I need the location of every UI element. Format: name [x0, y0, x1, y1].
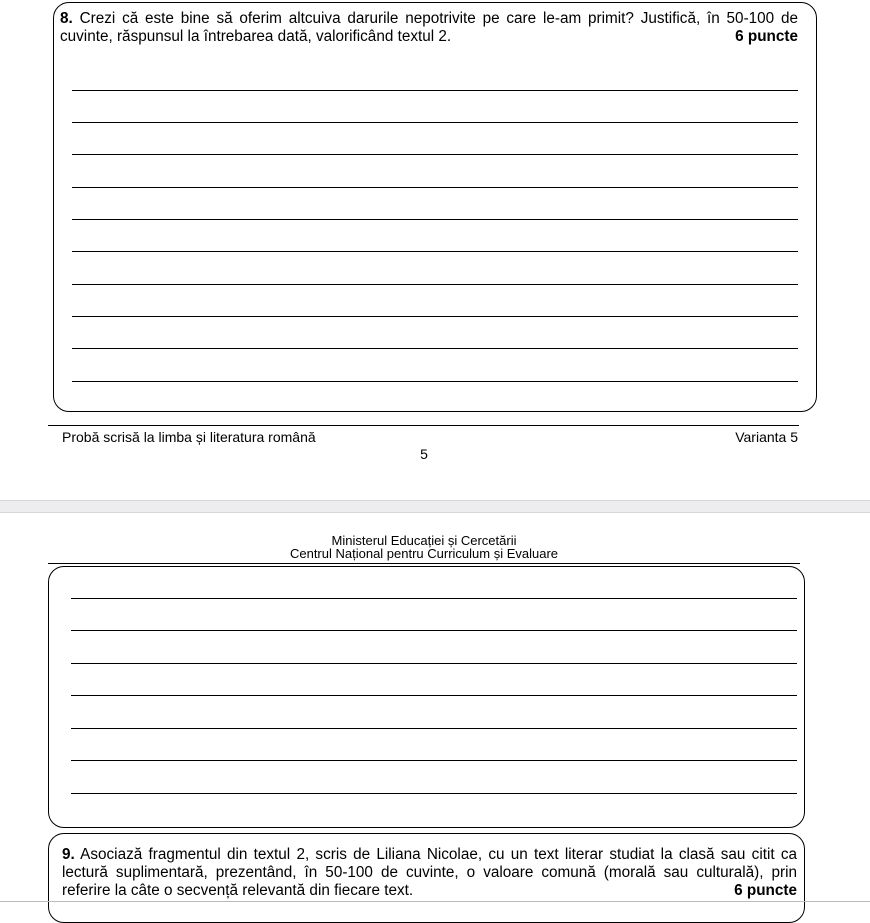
question-9-points: 6 puncte	[734, 882, 797, 899]
footer-variant: Varianta 5	[735, 429, 798, 445]
answer-line	[72, 251, 798, 252]
answer-line	[71, 760, 797, 761]
answer-line	[71, 728, 797, 729]
header-rule	[48, 563, 800, 564]
answer-line	[71, 695, 797, 696]
question-8-prompt: Crezi că este bine să oferim altcuiva darurile nepotrivite pe care le-am primit? Justifică, în 50-100 de cuvinte, răspunsul la întrebarea dată, valorificând textul 2.	[60, 10, 798, 45]
answer-line	[71, 663, 797, 664]
answer-line	[72, 284, 798, 285]
question-8-text	[60, 10, 798, 46]
header-ministry: Ministerul Educației și Cercetării	[331, 533, 517, 548]
question-8-number: 8.	[60, 10, 73, 27]
answer-line	[72, 154, 798, 155]
footer-rule	[48, 425, 799, 426]
answer-line	[72, 316, 798, 317]
question-8-points: 6 puncte	[735, 28, 798, 45]
answer-line	[72, 381, 798, 382]
header-center: Centrul Național pentru Curriculum și Evaluare	[289, 546, 559, 561]
page-number: 5	[420, 446, 428, 462]
question-9-number: 9.	[62, 846, 75, 863]
answer-line	[72, 348, 798, 349]
question-9-prompt: Asociază fragmentul din textul 2, scris de Liliana Nicolae, cu un text literar studiat la clasă sau citit ca lectură suplimentară, prezentând, în 50-100 de cuvinte, o valoare comună (morală sau culturală), prin referire la câte o secvență relevantă din fiecare text.	[62, 846, 798, 899]
answer-line	[71, 598, 797, 599]
answer-line	[71, 630, 797, 631]
answer-line	[72, 219, 798, 220]
question-9-box	[48, 833, 805, 923]
page-separator	[0, 500, 870, 513]
footer-exam-title: Probă scrisă la limba și literatura română	[62, 429, 316, 445]
viewport-bottom-edge	[0, 901, 870, 902]
question-9-text	[62, 846, 797, 900]
answer-line	[72, 187, 798, 188]
answer-line	[72, 122, 798, 123]
question-8-box	[53, 2, 817, 412]
answer-continuation-box	[48, 566, 805, 828]
answer-line	[72, 90, 798, 91]
answer-line	[71, 793, 797, 794]
